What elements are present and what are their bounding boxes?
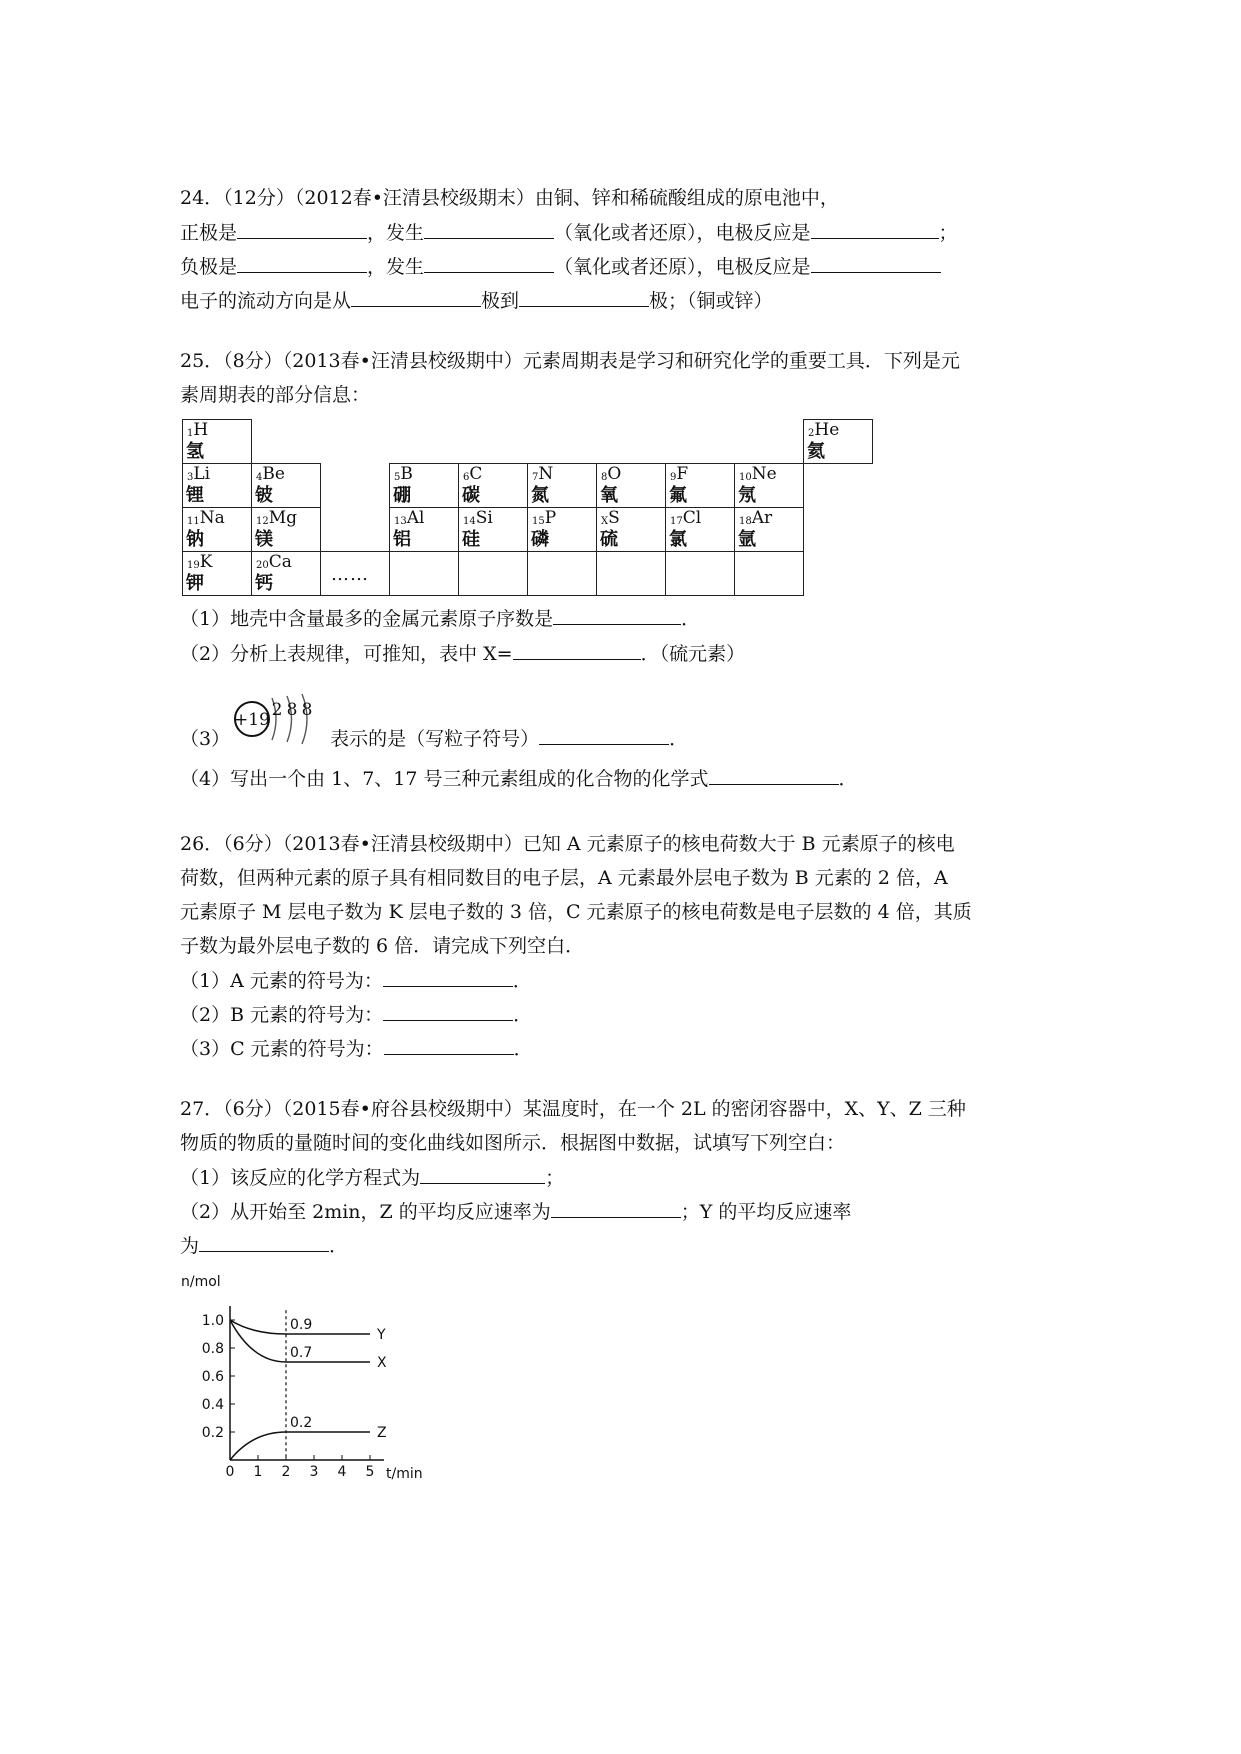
q25-sub1 [180, 606, 700, 631]
q24-line3-text-b: ，发生 [367, 256, 425, 278]
q27-sub3-text-a: 为 [180, 1235, 200, 1257]
q24-line4-text-c: 极；（铜或锌） [649, 290, 773, 312]
q26-sub1-period: ． [512, 970, 532, 992]
series-name-label-y: Y [377, 1327, 386, 1343]
q26-sub3-period: ． [513, 1038, 533, 1060]
q25-sub4-text: （4）写出一个由 1、7、17 号三种元素组成的化合物的化学式 [180, 768, 709, 790]
empty-cell [528, 552, 597, 596]
q27-line1: 27．（6分）（2015春•府谷县校级期中）某温度时，在一个 2L 的密闭容器中，X、Y、Z 三种 [180, 1098, 966, 1120]
series-name-label-z: Z [377, 1425, 387, 1441]
q24-line2 [180, 220, 958, 245]
element-cell-al: $_{13}$Al 铝 [390, 508, 459, 552]
series-line-z [230, 1432, 370, 1460]
q26-line1: 26．（6分）（2013春•汪清县校级期中）已知 A 元素原子的核电荷数大于 B 元素原子的核电 [180, 833, 955, 855]
series-value-label-z: 0.2 [290, 1415, 313, 1431]
q25-sub3 [180, 726, 688, 751]
y-axis-label: n/mol [181, 1274, 221, 1290]
q25-sub2-text-b: ．（硫元素） [640, 643, 746, 665]
series-value-label-x: 0.7 [290, 1345, 313, 1361]
q25-sub4-blank[interactable] [709, 766, 839, 785]
atom-shell-2: 8 [286, 700, 298, 720]
q27-sub2 [180, 1199, 851, 1224]
q24-line2-text-c: （氧化或者还原），电极反应是 [554, 222, 811, 244]
y-tick-label: 0.6 [201, 1369, 224, 1385]
element-cell-h: $_1$H 氢 [183, 420, 252, 464]
x-tick-label: 3 [309, 1464, 319, 1480]
q24-electron-to-blank[interactable] [519, 288, 649, 307]
q24-line2-text-b: ，发生 [367, 222, 425, 244]
q25-sub2-blank[interactable] [513, 641, 641, 660]
element-cell-s: $_X$S 硫 [597, 508, 666, 552]
q26-sub3 [180, 1036, 533, 1061]
atom-shell-1: 2 [271, 700, 283, 720]
q24-electron-from-blank[interactable] [351, 288, 481, 307]
element-cell-ar: $_{18}$Ar 氩 [735, 508, 804, 552]
q27-sub3 [180, 1233, 348, 1258]
empty-cell [735, 552, 804, 596]
q24-line4-text-b: 极到 [481, 290, 520, 312]
q27-sub1-text-a: （1）该反应的化学方程式为 [180, 1167, 421, 1189]
q24-line2-text-a: 正极是 [180, 222, 238, 244]
q25-sub3-text-a: （3） [180, 728, 231, 750]
q25-sub1-text: （1）地壳中含量最多的金属元素原子序数是 [180, 608, 554, 630]
element-cell-ne: $_{10}$Ne 氖 [735, 464, 804, 508]
q25-line2: 素周期表的部分信息： [180, 384, 371, 406]
element-cell-cl: $_{17}$Cl 氯 [666, 508, 735, 552]
q27-equation-blank[interactable] [420, 1165, 545, 1184]
y-tick-label: 0.4 [201, 1397, 224, 1413]
q24-line3-text-a: 负极是 [180, 256, 238, 278]
element-cell-si: $_{14}$Si 硅 [459, 508, 528, 552]
y-tick-label: 0.2 [201, 1425, 224, 1441]
atom-shell-3: 8 [301, 700, 313, 720]
element-cell-na: $_{11}$Na 钠 [183, 508, 252, 552]
q24-line3 [180, 254, 941, 279]
series-value-label-y: 0.9 [290, 1317, 313, 1333]
q25-sub4 [180, 766, 858, 791]
y-tick-label: 1.0 [201, 1313, 224, 1329]
q26-sub1-text: （1）A 元素的符号为： [180, 970, 383, 992]
q25-sub2 [180, 641, 745, 666]
q27-sub3-text-b: ． [329, 1235, 349, 1257]
empty-cell [459, 552, 528, 596]
q26-line2: 荷数，但两种元素的原子具有相同数目的电子层，A 元素最外层电子数为 B 元素的 2 倍，A [180, 867, 948, 889]
q25-sub3-period: ． [669, 728, 689, 750]
empty-cell [597, 552, 666, 596]
q27-z-rate-blank[interactable] [551, 1199, 681, 1218]
x-tick-label: 0 [225, 1464, 235, 1480]
q26-a-symbol-blank[interactable] [383, 968, 513, 987]
mole-time-chart [175, 1270, 435, 1480]
element-cell-he: $_2$He 氦 [804, 420, 873, 464]
element-cell-c: $_6$C 碳 [459, 464, 528, 508]
q25-sub3-text-b: 表示的是（写粒子符号） [330, 728, 540, 750]
x-axis-label: t/min [386, 1466, 423, 1480]
q25-line1: 25．（8分）（2013春•汪清县校级期中）元素周期表是学习和研究化学的重要工具．下列是元 [180, 350, 960, 372]
q24-positive-equation-blank[interactable] [811, 220, 939, 239]
q24-line4 [180, 288, 773, 313]
x-tick-label: 5 [365, 1464, 375, 1480]
q27-sub2-text-a: （2）从开始至 2min，Z 的平均反应速率为 [180, 1201, 551, 1223]
q26-line4: 子数为最外层电子数的 6 倍．请完成下列空白． [180, 935, 585, 957]
y-tick-label: 0.8 [201, 1341, 224, 1357]
q24-positive-electrode-blank[interactable] [237, 220, 367, 239]
q26-sub2-period: ． [513, 1004, 533, 1026]
q24-line1: 24．（12分）（2012春•汪清县校级期末）由铜、锌和稀硫酸组成的原电池中， [180, 187, 839, 209]
element-cell-f: $_9$F 氟 [666, 464, 735, 508]
empty-cell [390, 552, 459, 596]
q24-negative-electrode-blank[interactable] [237, 254, 367, 273]
q26-sub2-text: （2）B 元素的符号为： [180, 1004, 384, 1026]
element-cell-b: $_5$B 硼 [390, 464, 459, 508]
q26-line3: 元素原子 M 层电子数为 K 层电子数的 3 倍，C 元素原子的核电荷数是电子层数的 4 倍，其质 [180, 901, 972, 923]
q27-line2: 物质的物质的量随时间的变化曲线如图所示．根据图中数据，试填写下列空白： [180, 1132, 846, 1154]
q25-sub1-blank[interactable] [553, 606, 681, 625]
q24-negative-reaction-type-blank[interactable] [424, 254, 554, 273]
q24-positive-reaction-type-blank[interactable] [424, 220, 554, 239]
q24-line2-text-d: ； [938, 222, 958, 244]
element-cell-ca: $_{20}$Ca 钙 [252, 552, 321, 596]
q27-sub2-text-b: ；Y 的平均反应速率 [680, 1201, 852, 1223]
q24-line3-text-c: （氧化或者还原），电极反应是 [554, 256, 811, 278]
q24-negative-equation-blank[interactable] [811, 254, 941, 273]
x-tick-label: 4 [337, 1464, 347, 1480]
element-cell-mg: $_{12}$Mg 镁 [252, 508, 321, 552]
table-ellipsis-cell: …… [321, 552, 390, 596]
q26-sub1 [180, 968, 532, 993]
element-cell-o: $_8$O 氧 [597, 464, 666, 508]
q25-sub4-period: ． [838, 768, 858, 790]
element-cell-li: $_3$Li 锂 [183, 464, 252, 508]
x-tick-label: 1 [253, 1464, 263, 1480]
empty-cell [666, 552, 735, 596]
q26-c-symbol-blank[interactable] [384, 1036, 514, 1055]
q27-sub1-text-b: ； [545, 1167, 565, 1189]
element-cell-be: $_4$Be 铍 [252, 464, 321, 508]
q26-sub3-text: （3）C 元素的符号为： [180, 1038, 384, 1060]
periodic-table [182, 419, 873, 596]
q27-sub1 [180, 1165, 564, 1190]
x-tick-label: 2 [281, 1464, 291, 1480]
q24-line4-text-a: 电子的流动方向是从 [180, 290, 352, 312]
q27-y-rate-blank[interactable] [199, 1233, 329, 1252]
q26-b-symbol-blank[interactable] [383, 1002, 513, 1021]
element-cell-n: $_7$N 氮 [528, 464, 597, 508]
q25-sub1-period: ． [681, 608, 701, 630]
series-name-label-x: X [377, 1355, 387, 1371]
q25-sub2-text-a: （2）分析上表规律，可推知，表中 X= [180, 643, 513, 665]
element-cell-p: $_{15}$P 磷 [528, 508, 597, 552]
q25-sub3-blank[interactable] [539, 726, 669, 745]
q26-sub2 [180, 1002, 532, 1027]
atom-nucleus-label: +19 [234, 710, 270, 730]
element-cell-k: $_{19}$K 钾 [183, 552, 252, 596]
